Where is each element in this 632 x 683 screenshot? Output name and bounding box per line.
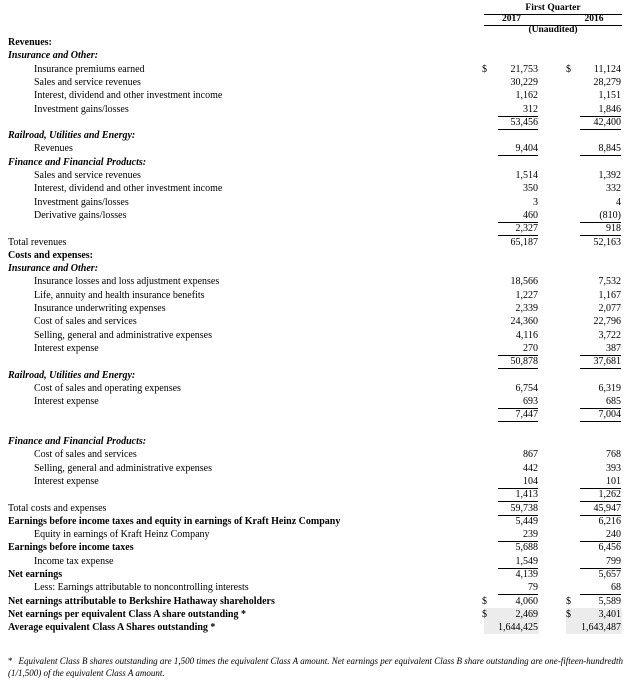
value-2017: 867 bbox=[523, 449, 538, 460]
value-2016: 918 bbox=[580, 222, 621, 236]
table-row bbox=[0, 621, 632, 634]
table-row bbox=[0, 289, 632, 302]
row-label: Interest expense bbox=[34, 476, 99, 487]
table-row bbox=[0, 581, 632, 594]
table-row bbox=[0, 116, 632, 129]
value-2016: 1,846 bbox=[580, 103, 621, 117]
row-label: Revenues: bbox=[8, 37, 52, 48]
value-2016: 387 bbox=[580, 342, 621, 356]
value-2016: 1,262 bbox=[580, 488, 621, 502]
value-2017: 65,187 bbox=[510, 237, 538, 248]
row-label: Sales and service revenues bbox=[34, 77, 141, 88]
table-row bbox=[0, 475, 632, 488]
table-row bbox=[0, 408, 632, 421]
value-2017: 1,644,425 bbox=[498, 622, 538, 633]
row-label: Net earnings bbox=[8, 569, 63, 580]
value-2017: 442 bbox=[523, 463, 538, 474]
row-label: Revenues bbox=[34, 143, 73, 154]
table-row bbox=[0, 36, 632, 49]
value-2016: 768 bbox=[606, 449, 621, 460]
row-label: Finance and Financial Products: bbox=[8, 436, 147, 447]
value-2016: (810) bbox=[580, 209, 621, 223]
value-2016: 28,279 bbox=[593, 77, 621, 88]
value-2017: 9,404 bbox=[498, 142, 538, 156]
row-label: Insurance underwriting expenses bbox=[34, 303, 166, 314]
row-label: Earnings before income taxes and equity in earnings of Kraft Heinz Company bbox=[8, 516, 341, 527]
row-label: Interest, dividend and other investment income bbox=[34, 183, 223, 194]
value-2017: 18,566 bbox=[510, 276, 538, 287]
value-2017: 4,060 bbox=[498, 595, 538, 611]
row-label: Railroad, Utilities and Energy: bbox=[8, 370, 136, 381]
table-row bbox=[0, 502, 632, 515]
year-2017-heading: 2017 bbox=[502, 14, 521, 24]
year-2016-heading: 2016 bbox=[584, 14, 604, 24]
value-2016: 6,319 bbox=[598, 383, 621, 394]
table-row bbox=[0, 555, 632, 568]
value-2017: 5,688 bbox=[515, 542, 538, 553]
table-row bbox=[0, 302, 632, 315]
value-2017: 50,878 bbox=[498, 355, 538, 369]
value-2016: 7,004 bbox=[580, 408, 621, 422]
table-row bbox=[0, 63, 632, 76]
row-label: Selling, general and administrative expenses bbox=[34, 463, 213, 474]
value-2017: 79 bbox=[498, 581, 538, 595]
value-2016: 799 bbox=[580, 555, 621, 569]
value-2016: 6,216 bbox=[598, 516, 621, 527]
value-2017: 104 bbox=[498, 475, 538, 489]
table-row bbox=[0, 156, 632, 169]
table-row bbox=[0, 169, 632, 182]
table-row bbox=[0, 395, 632, 408]
footnote bbox=[8, 655, 628, 679]
value-2016: 1,151 bbox=[598, 90, 621, 101]
row-label: Derivative gains/losses bbox=[34, 210, 127, 221]
row-label: Total revenues bbox=[8, 237, 67, 248]
table-row bbox=[0, 342, 632, 355]
value-2016: 45,947 bbox=[580, 502, 621, 516]
value-2016: 4 bbox=[616, 197, 621, 208]
value-2016: 1,643,487 bbox=[581, 622, 621, 633]
table-row bbox=[0, 76, 632, 89]
value-2017: 1,413 bbox=[498, 488, 538, 502]
value-2017: 59,738 bbox=[498, 502, 538, 516]
table-row bbox=[0, 369, 632, 382]
row-label: Cost of sales and services bbox=[34, 316, 137, 327]
table-row bbox=[0, 236, 632, 249]
value-2016: 2,077 bbox=[598, 303, 621, 314]
table-row bbox=[0, 49, 632, 62]
dollar-sign-2016: $ bbox=[566, 609, 571, 620]
table-row bbox=[0, 196, 632, 209]
row-label: Average equivalent Class A Shares outstanding * bbox=[8, 622, 216, 633]
row-label: Investment gains/losses bbox=[34, 104, 129, 115]
period-heading: First Quarter bbox=[525, 3, 581, 13]
row-label: Less: Earnings attributable to noncontrolling interests bbox=[34, 582, 249, 593]
table-row bbox=[0, 129, 632, 142]
table-row bbox=[0, 515, 632, 528]
value-2016: 7,532 bbox=[598, 276, 621, 287]
value-2017: 21,753 bbox=[510, 64, 538, 75]
value-2017: 693 bbox=[498, 395, 538, 409]
row-label: Cost of sales and services bbox=[34, 449, 137, 460]
table-row bbox=[0, 382, 632, 395]
table-row bbox=[0, 355, 632, 368]
table-row bbox=[0, 249, 632, 262]
value-2016: 5,589 bbox=[580, 595, 621, 611]
value-2017: 2,327 bbox=[498, 222, 538, 236]
table-row bbox=[0, 435, 632, 448]
table-row bbox=[0, 595, 632, 608]
row-label: Life, annuity and health insurance benefits bbox=[34, 290, 205, 301]
row-label: Insurance and Other: bbox=[8, 50, 99, 61]
row-label: Cost of sales and operating expenses bbox=[34, 383, 181, 394]
value-2017: 312 bbox=[498, 103, 538, 117]
dollar-sign-2017: $ bbox=[482, 609, 487, 620]
table-row bbox=[0, 528, 632, 541]
value-2017: 1,549 bbox=[498, 555, 538, 569]
row-label: Insurance premiums earned bbox=[34, 64, 145, 75]
value-2016: 685 bbox=[580, 395, 621, 409]
row-label: Net earnings attributable to Berkshire Hathaway shareholders bbox=[8, 596, 275, 607]
value-2016: 8,845 bbox=[580, 142, 621, 156]
row-label: Earnings before income taxes bbox=[8, 542, 134, 553]
value-2016: 68 bbox=[580, 581, 621, 595]
value-2017: 4,116 bbox=[515, 330, 538, 341]
value-2016: 3,401 bbox=[580, 608, 621, 624]
value-2017: 5,449 bbox=[515, 516, 538, 527]
value-2017: 460 bbox=[498, 209, 538, 223]
value-2016: 240 bbox=[580, 528, 621, 542]
dollar-sign-2016: $ bbox=[566, 64, 571, 75]
value-2016: 332 bbox=[606, 183, 621, 194]
value-2016: 11,124 bbox=[593, 64, 621, 75]
footnote-marker: * bbox=[8, 656, 13, 666]
table-row bbox=[0, 89, 632, 102]
row-label: Investment gains/losses bbox=[34, 197, 129, 208]
value-2016: 3,722 bbox=[598, 330, 621, 341]
table-row bbox=[0, 488, 632, 501]
dollar-sign-2017: $ bbox=[482, 596, 487, 607]
row-label: Insurance and Other: bbox=[8, 263, 99, 274]
value-2017: 1,514 bbox=[515, 170, 538, 181]
table-row bbox=[0, 315, 632, 328]
row-label: Net earnings per equivalent Class A share outstanding * bbox=[8, 609, 246, 620]
row-label: Total costs and expenses bbox=[8, 503, 107, 514]
table-row bbox=[0, 462, 632, 475]
value-2017: 30,229 bbox=[510, 77, 538, 88]
value-2017: 2,469 bbox=[498, 608, 538, 624]
value-2017: 2,339 bbox=[515, 303, 538, 314]
dollar-sign-2016: $ bbox=[566, 596, 571, 607]
table-row bbox=[0, 182, 632, 195]
row-label: Railroad, Utilities and Energy: bbox=[8, 130, 136, 141]
value-2016: 42,400 bbox=[580, 116, 621, 130]
row-label: Interest expense bbox=[34, 396, 99, 407]
table-row bbox=[0, 222, 632, 235]
value-2016: 22,796 bbox=[593, 316, 621, 327]
row-label: Insurance losses and loss adjustment expenses bbox=[34, 276, 220, 287]
value-2017: 239 bbox=[498, 528, 538, 542]
unaudited-note: (Unaudited) bbox=[528, 25, 578, 35]
table-row bbox=[0, 422, 632, 435]
value-2017: 3 bbox=[533, 197, 538, 208]
value-2016: 37,681 bbox=[580, 355, 621, 369]
table-row bbox=[0, 568, 632, 581]
table-row bbox=[0, 103, 632, 116]
table-row bbox=[0, 209, 632, 222]
value-2017: 53,456 bbox=[498, 116, 538, 130]
row-label: Selling, general and administrative expenses bbox=[34, 330, 213, 341]
value-2016: 1,392 bbox=[598, 170, 621, 181]
row-label: Interest, dividend and other investment income bbox=[34, 90, 223, 101]
row-label: Sales and service revenues bbox=[34, 170, 141, 181]
value-2017: 350 bbox=[523, 183, 538, 194]
value-2017: 7,447 bbox=[498, 408, 538, 422]
value-2017: 6,754 bbox=[515, 383, 538, 394]
value-2017: 1,162 bbox=[515, 90, 538, 101]
table-row bbox=[0, 608, 632, 621]
value-2016: 5,657 bbox=[598, 569, 621, 580]
value-2016: 6,456 bbox=[598, 542, 621, 553]
table-row bbox=[0, 262, 632, 275]
footnote-text: Equivalent Class B shares outstanding are 1,500 times the equivalent Class A amount. Net earnings per equivalent Class B share outstanding are one-fifteen-hundredth (1/1,500) of the equivalent Class A amount. bbox=[8, 656, 623, 678]
value-2016: 52,163 bbox=[593, 237, 621, 248]
value-2017: 24,360 bbox=[510, 316, 538, 327]
value-2017: 270 bbox=[498, 342, 538, 356]
row-label: Costs and expenses: bbox=[8, 250, 94, 261]
row-label: Finance and Financial Products: bbox=[8, 157, 147, 168]
value-2016: 1,167 bbox=[598, 290, 621, 301]
row-label: Interest expense bbox=[34, 343, 99, 354]
table-row bbox=[0, 142, 632, 155]
row-label: Income tax expense bbox=[34, 556, 114, 567]
table-row bbox=[0, 275, 632, 288]
value-2016: 393 bbox=[606, 463, 621, 474]
dollar-sign-2017: $ bbox=[482, 64, 487, 75]
table-row bbox=[0, 541, 632, 554]
table-row bbox=[0, 329, 632, 342]
value-2017: 4,139 bbox=[515, 569, 538, 580]
row-label: Equity in earnings of Kraft Heinz Company bbox=[34, 529, 210, 540]
value-2016: 101 bbox=[580, 475, 621, 489]
value-2017: 1,227 bbox=[515, 290, 538, 301]
table-row bbox=[0, 448, 632, 461]
